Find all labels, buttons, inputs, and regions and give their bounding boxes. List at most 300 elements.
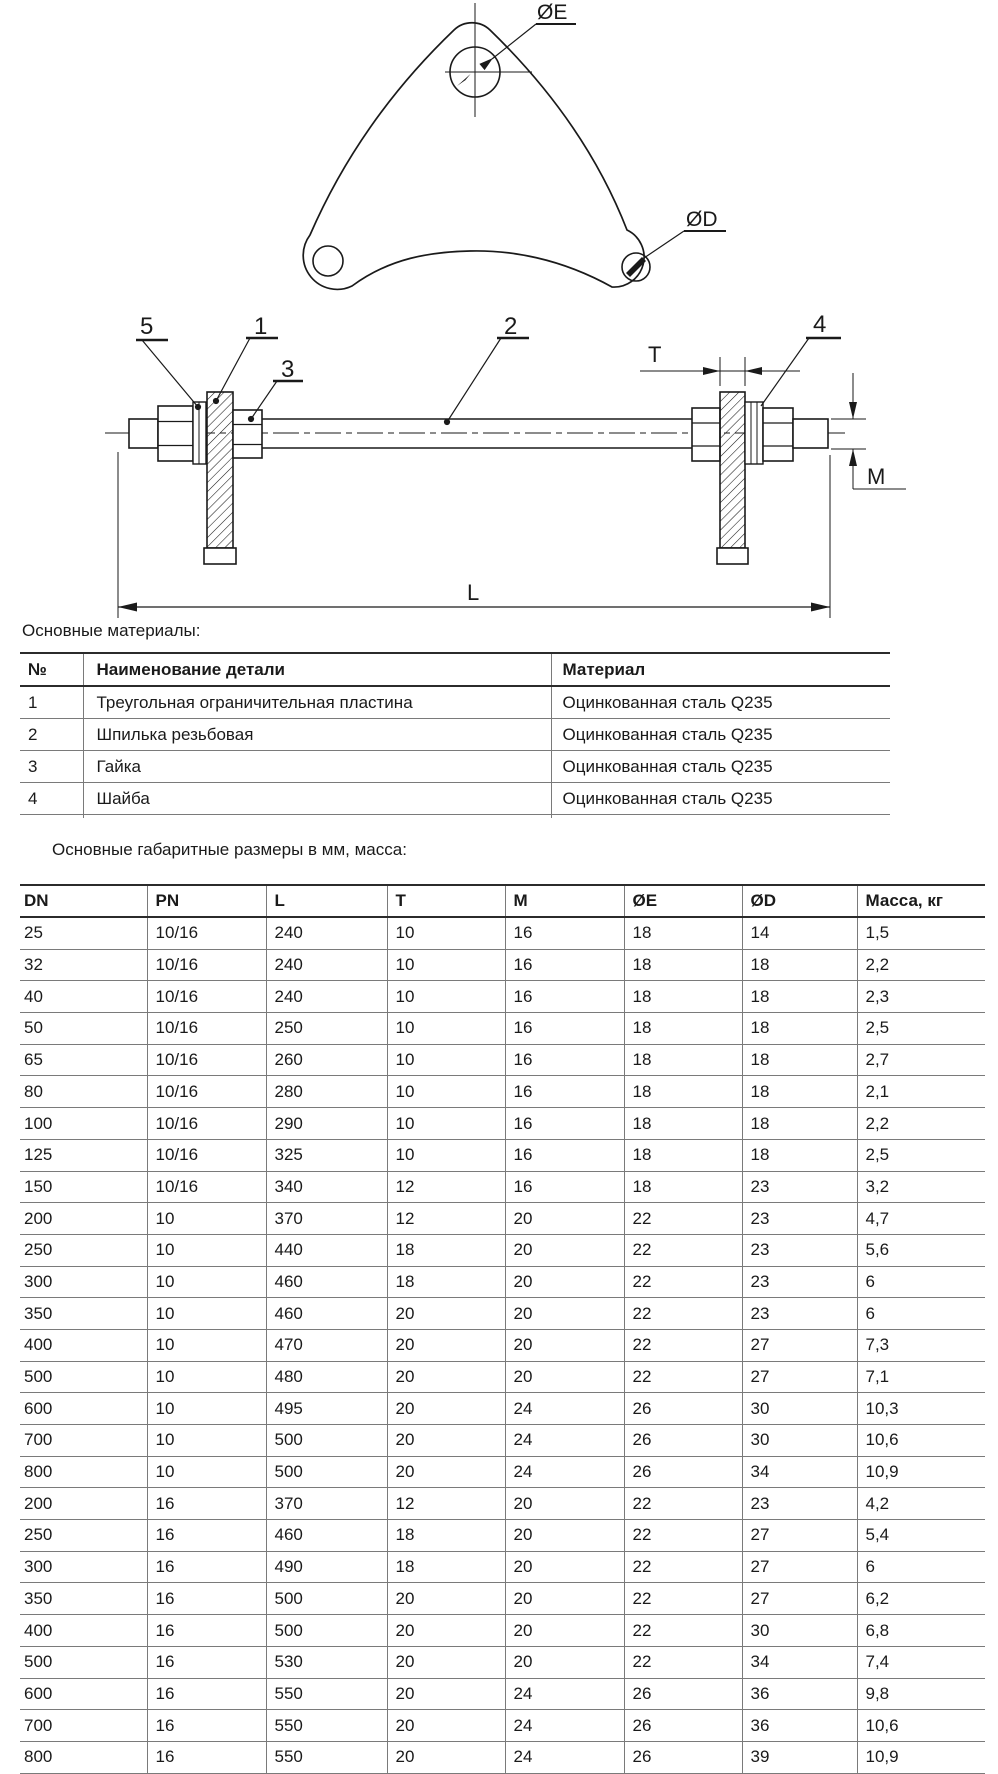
table-row bbox=[20, 1520, 985, 1552]
table-cell: 18 bbox=[624, 1044, 742, 1076]
table-cell: 6 bbox=[857, 1266, 985, 1298]
table-cell: 16 bbox=[147, 1583, 266, 1615]
table-cell: 22 bbox=[624, 1646, 742, 1678]
table-cell: 22 bbox=[624, 1520, 742, 1552]
table-cell: 20 bbox=[505, 1520, 624, 1552]
table-cell: 10 bbox=[387, 1139, 505, 1171]
callout-3-dot bbox=[248, 416, 254, 422]
table-cell: 23 bbox=[742, 1488, 857, 1520]
left-outer-nut bbox=[158, 406, 193, 461]
table-cell: 20 bbox=[505, 1488, 624, 1520]
right-plate-end-cap bbox=[717, 548, 748, 564]
table-cell: 16 bbox=[505, 949, 624, 981]
table-cell: 16 bbox=[147, 1520, 266, 1552]
hole-e-label: ØE bbox=[537, 1, 568, 24]
dimensions-table-stub-4 bbox=[505, 1716, 506, 1730]
table-cell: 200 bbox=[20, 1203, 147, 1235]
table-cell: 16 bbox=[147, 1678, 266, 1710]
table-cell: 22 bbox=[624, 1329, 742, 1361]
table-row bbox=[20, 1234, 985, 1266]
table-cell: 18 bbox=[742, 1044, 857, 1076]
l-label: L bbox=[467, 580, 480, 605]
table-cell: 16 bbox=[147, 1488, 266, 1520]
dimension-t bbox=[640, 342, 800, 386]
column-header: DN bbox=[20, 885, 147, 917]
table-cell: Оцинкованная сталь Q235 bbox=[551, 719, 890, 751]
table-cell: 200 bbox=[20, 1488, 147, 1520]
table-cell: 16 bbox=[147, 1710, 266, 1742]
table-row bbox=[20, 1488, 985, 1520]
table-cell: 18 bbox=[624, 1171, 742, 1203]
table-cell: 18 bbox=[387, 1551, 505, 1583]
table-cell: 16 bbox=[147, 1646, 266, 1678]
table-cell: 400 bbox=[20, 1615, 147, 1647]
table-cell: 5,4 bbox=[857, 1520, 985, 1552]
table-cell: 2,3 bbox=[857, 981, 985, 1013]
table-cell: 4 bbox=[20, 783, 83, 815]
materials-table bbox=[20, 652, 890, 815]
table-cell: 300 bbox=[20, 1266, 147, 1298]
table-cell: 18 bbox=[742, 981, 857, 1013]
table-cell: 250 bbox=[266, 1013, 387, 1045]
table-cell: 10/16 bbox=[147, 1108, 266, 1140]
table-cell: 460 bbox=[266, 1298, 387, 1330]
side-view-assembly bbox=[105, 392, 848, 564]
table-cell: 6,2 bbox=[857, 1583, 985, 1615]
table-cell: 12 bbox=[387, 1203, 505, 1235]
table-cell: 30 bbox=[742, 1425, 857, 1457]
hole-d-leader bbox=[644, 231, 684, 258]
table-cell: 6 bbox=[857, 1551, 985, 1583]
table-cell: 10/16 bbox=[147, 1139, 266, 1171]
table-cell: 26 bbox=[624, 1710, 742, 1742]
table-cell: 2,7 bbox=[857, 1044, 985, 1076]
column-header: № bbox=[20, 653, 83, 686]
table-cell: 18 bbox=[387, 1266, 505, 1298]
table-cell: 23 bbox=[742, 1234, 857, 1266]
dimensions-table-stub-5 bbox=[624, 1716, 625, 1730]
table-cell: 24 bbox=[505, 1456, 624, 1488]
top-view-plate bbox=[303, 1, 726, 289]
hole-d-label: ØD bbox=[686, 208, 718, 231]
table-cell: 10 bbox=[387, 1013, 505, 1045]
table-cell: 10/16 bbox=[147, 949, 266, 981]
table-cell: 18 bbox=[742, 1108, 857, 1140]
table-cell: 20 bbox=[505, 1361, 624, 1393]
table-cell: 500 bbox=[20, 1646, 147, 1678]
hole-e-arrow-sw bbox=[457, 74, 471, 86]
table-cell: 10 bbox=[147, 1266, 266, 1298]
table-cell: 18 bbox=[624, 981, 742, 1013]
callout-2-dot bbox=[444, 419, 450, 425]
t-arrow-right bbox=[745, 367, 762, 375]
table-cell: 6,8 bbox=[857, 1615, 985, 1647]
table-cell: 22 bbox=[624, 1361, 742, 1393]
l-arrow-left bbox=[118, 603, 137, 612]
callout-3-label: 3 bbox=[281, 356, 295, 383]
table-cell: 14 bbox=[742, 917, 857, 949]
table-cell: 16 bbox=[505, 1013, 624, 1045]
table-row bbox=[20, 1171, 985, 1203]
dimensions-table-stub-7 bbox=[857, 1716, 858, 1730]
table-cell: 530 bbox=[266, 1646, 387, 1678]
callout-4-leader bbox=[761, 338, 809, 406]
table-cell: 12 bbox=[387, 1488, 505, 1520]
column-header: Материал bbox=[551, 653, 890, 686]
table-cell: 40 bbox=[20, 981, 147, 1013]
table-cell: 27 bbox=[742, 1361, 857, 1393]
table-cell: 24 bbox=[505, 1393, 624, 1425]
table-cell: 3 bbox=[20, 751, 83, 783]
table-cell: 16 bbox=[505, 1171, 624, 1203]
dimensions-table bbox=[20, 884, 985, 1774]
left-inner-nut bbox=[233, 410, 262, 458]
table-cell: 22 bbox=[624, 1266, 742, 1298]
table-row bbox=[20, 1583, 985, 1615]
table-cell: 10/16 bbox=[147, 1171, 266, 1203]
table-cell: 16 bbox=[505, 917, 624, 949]
table-cell: 22 bbox=[624, 1615, 742, 1647]
table-cell: 10 bbox=[147, 1234, 266, 1266]
table-cell: 10 bbox=[147, 1456, 266, 1488]
table-row bbox=[20, 1203, 985, 1235]
table-cell: 550 bbox=[266, 1741, 387, 1773]
table-cell: 2 bbox=[20, 719, 83, 751]
table-cell: 18 bbox=[624, 917, 742, 949]
technical-drawing bbox=[0, 0, 998, 620]
table-cell: 500 bbox=[266, 1425, 387, 1457]
table-cell: 18 bbox=[742, 1013, 857, 1045]
right-washer bbox=[745, 402, 763, 464]
callout-1-dot bbox=[213, 398, 219, 404]
table-cell: 10 bbox=[147, 1329, 266, 1361]
table-row bbox=[20, 1646, 985, 1678]
table-cell: 340 bbox=[266, 1171, 387, 1203]
dimensions-table-stub-3 bbox=[387, 1716, 388, 1730]
table-cell: 6 bbox=[857, 1298, 985, 1330]
table-row bbox=[20, 783, 890, 815]
table-cell: 22 bbox=[624, 1583, 742, 1615]
table-cell: 18 bbox=[624, 1013, 742, 1045]
table-cell: 10/16 bbox=[147, 917, 266, 949]
table-cell: 125 bbox=[20, 1139, 147, 1171]
materials-header-row bbox=[20, 653, 890, 686]
table-cell: Шпилька резьбовая bbox=[83, 719, 551, 751]
table-cell: Треугольная ограничительная пластина bbox=[83, 686, 551, 719]
table-cell: 18 bbox=[624, 1108, 742, 1140]
table-cell: 23 bbox=[742, 1203, 857, 1235]
callout-2-label: 2 bbox=[504, 313, 518, 340]
materials-heading: Основные материалы: bbox=[22, 621, 201, 640]
table-cell: 24 bbox=[505, 1425, 624, 1457]
table-cell: Оцинкованная сталь Q235 bbox=[551, 686, 890, 719]
table-cell: 24 bbox=[505, 1678, 624, 1710]
table-row bbox=[20, 1329, 985, 1361]
table-cell: 400 bbox=[20, 1329, 147, 1361]
table-cell: 100 bbox=[20, 1108, 147, 1140]
dimensions-table-stub-2 bbox=[266, 1716, 267, 1730]
table-cell: 280 bbox=[266, 1076, 387, 1108]
column-header: ØD bbox=[742, 885, 857, 917]
table-cell: 24 bbox=[505, 1741, 624, 1773]
table-cell: 10,6 bbox=[857, 1710, 985, 1742]
table-cell: 20 bbox=[387, 1456, 505, 1488]
table-cell: 24 bbox=[505, 1710, 624, 1742]
table-cell: 18 bbox=[387, 1234, 505, 1266]
table-cell: 10/16 bbox=[147, 1013, 266, 1045]
table-cell: 150 bbox=[20, 1171, 147, 1203]
table-cell: 3,2 bbox=[857, 1171, 985, 1203]
table-row bbox=[20, 1266, 985, 1298]
table-cell: 12 bbox=[387, 1171, 505, 1203]
table-cell: 23 bbox=[742, 1266, 857, 1298]
table-cell: 16 bbox=[505, 1139, 624, 1171]
table-cell: 26 bbox=[624, 1741, 742, 1773]
callout-5-dot bbox=[195, 404, 201, 410]
table-cell: 34 bbox=[742, 1646, 857, 1678]
table-row bbox=[20, 1076, 985, 1108]
right-outer-nut bbox=[763, 408, 793, 461]
table-cell: 460 bbox=[266, 1520, 387, 1552]
table-cell: 10,9 bbox=[857, 1456, 985, 1488]
table-cell: 18 bbox=[742, 1076, 857, 1108]
table-cell: 18 bbox=[742, 1139, 857, 1171]
table-row bbox=[20, 1298, 985, 1330]
m-label: M bbox=[867, 464, 886, 489]
table-cell: 2,5 bbox=[857, 1139, 985, 1171]
table-cell: 500 bbox=[266, 1456, 387, 1488]
table-cell: 2,5 bbox=[857, 1013, 985, 1045]
table-cell: 22 bbox=[624, 1234, 742, 1266]
right-inner-nut bbox=[692, 408, 720, 461]
table-cell: 30 bbox=[742, 1393, 857, 1425]
table-cell: 240 bbox=[266, 949, 387, 981]
table-cell: 27 bbox=[742, 1520, 857, 1552]
table-cell: 36 bbox=[742, 1710, 857, 1742]
table-cell: 18 bbox=[624, 1076, 742, 1108]
table-cell: 9,8 bbox=[857, 1678, 985, 1710]
table-row bbox=[20, 1456, 985, 1488]
table-cell: 18 bbox=[624, 1139, 742, 1171]
callout-2-leader bbox=[447, 338, 501, 422]
table-cell: 20 bbox=[387, 1329, 505, 1361]
table-cell: 350 bbox=[20, 1583, 147, 1615]
table-cell: 10 bbox=[147, 1361, 266, 1393]
table-cell: 290 bbox=[266, 1108, 387, 1140]
table-cell: Шайба bbox=[83, 783, 551, 815]
table-cell: 10,9 bbox=[857, 1741, 985, 1773]
callout-5-leader bbox=[142, 340, 198, 407]
table-cell: 600 bbox=[20, 1393, 147, 1425]
materials-table-stub-1 bbox=[83, 802, 84, 818]
table-row bbox=[20, 1044, 985, 1076]
table-cell: 26 bbox=[624, 1678, 742, 1710]
table-cell: Оцинкованная сталь Q235 bbox=[551, 751, 890, 783]
table-row bbox=[20, 1013, 985, 1045]
table-cell: 10 bbox=[147, 1298, 266, 1330]
rod-right-stub bbox=[793, 419, 828, 448]
table-cell: 500 bbox=[266, 1615, 387, 1647]
table-cell: 550 bbox=[266, 1710, 387, 1742]
table-cell: 10 bbox=[387, 1108, 505, 1140]
table-cell: 20 bbox=[387, 1710, 505, 1742]
table-cell: 16 bbox=[505, 1076, 624, 1108]
m-arrow-down bbox=[849, 402, 857, 419]
table-row bbox=[20, 1139, 985, 1171]
table-cell: 2,2 bbox=[857, 949, 985, 981]
table-cell: 700 bbox=[20, 1425, 147, 1457]
table-cell: 500 bbox=[266, 1583, 387, 1615]
table-cell: 22 bbox=[624, 1488, 742, 1520]
table-cell: 10/16 bbox=[147, 981, 266, 1013]
table-cell: 20 bbox=[387, 1393, 505, 1425]
table-cell: 470 bbox=[266, 1329, 387, 1361]
table-cell: 22 bbox=[624, 1203, 742, 1235]
table-cell: 240 bbox=[266, 917, 387, 949]
column-header: M bbox=[505, 885, 624, 917]
table-cell: 490 bbox=[266, 1551, 387, 1583]
table-cell: 325 bbox=[266, 1139, 387, 1171]
table-cell: 4,2 bbox=[857, 1488, 985, 1520]
table-cell: 20 bbox=[387, 1678, 505, 1710]
table-cell: 34 bbox=[742, 1456, 857, 1488]
table-cell: 20 bbox=[505, 1266, 624, 1298]
table-cell: 20 bbox=[387, 1741, 505, 1773]
callout-4-label: 4 bbox=[813, 311, 827, 338]
dimensions-heading: Основные габаритные размеры в мм, масса: bbox=[52, 840, 407, 859]
table-cell: 26 bbox=[624, 1456, 742, 1488]
table-cell: Оцинкованная сталь Q235 bbox=[551, 783, 890, 815]
table-cell: 10 bbox=[387, 917, 505, 949]
table-cell: 16 bbox=[505, 1108, 624, 1140]
dimensions-table-stub-6 bbox=[742, 1716, 743, 1730]
table-cell: 10,6 bbox=[857, 1425, 985, 1457]
table-cell: 20 bbox=[505, 1646, 624, 1678]
table-cell: 16 bbox=[147, 1615, 266, 1647]
table-row bbox=[20, 1361, 985, 1393]
table-cell: 20 bbox=[387, 1425, 505, 1457]
table-cell: 10/16 bbox=[147, 1076, 266, 1108]
left-plate-end-cap bbox=[204, 548, 236, 564]
table-cell: 2,1 bbox=[857, 1076, 985, 1108]
table-cell: 370 bbox=[266, 1488, 387, 1520]
table-cell: 1 bbox=[20, 686, 83, 719]
table-row bbox=[20, 1741, 985, 1773]
table-cell: 32 bbox=[20, 949, 147, 981]
table-cell: 20 bbox=[505, 1203, 624, 1235]
table-cell: 7,1 bbox=[857, 1361, 985, 1393]
table-cell: 39 bbox=[742, 1741, 857, 1773]
hole-e-arrow-ne bbox=[479, 58, 493, 70]
table-cell: 18 bbox=[624, 949, 742, 981]
table-cell: 10 bbox=[387, 949, 505, 981]
column-header: PN bbox=[147, 885, 266, 917]
table-cell: 26 bbox=[624, 1393, 742, 1425]
table-cell: 440 bbox=[266, 1234, 387, 1266]
table-cell: 300 bbox=[20, 1551, 147, 1583]
table-cell: 22 bbox=[624, 1298, 742, 1330]
table-cell: 260 bbox=[266, 1044, 387, 1076]
table-cell: 20 bbox=[387, 1298, 505, 1330]
table-cell: 2,2 bbox=[857, 1108, 985, 1140]
table-cell: 20 bbox=[387, 1615, 505, 1647]
table-cell: 16 bbox=[505, 981, 624, 1013]
table-cell: 20 bbox=[387, 1646, 505, 1678]
t-label: T bbox=[648, 342, 662, 367]
materials-table-stub-2 bbox=[551, 802, 552, 818]
column-header: L bbox=[266, 885, 387, 917]
table-cell: 16 bbox=[147, 1741, 266, 1773]
table-cell: 10/16 bbox=[147, 1044, 266, 1076]
table-cell: 18 bbox=[387, 1520, 505, 1552]
left-plate-hatched bbox=[207, 392, 233, 548]
table-cell: 10 bbox=[387, 981, 505, 1013]
table-cell: 23 bbox=[742, 1171, 857, 1203]
table-cell: 20 bbox=[387, 1583, 505, 1615]
table-cell: 36 bbox=[742, 1678, 857, 1710]
column-header: Наименование детали bbox=[83, 653, 551, 686]
table-cell: 22 bbox=[624, 1551, 742, 1583]
table-cell: 23 bbox=[742, 1298, 857, 1330]
table-cell: 10 bbox=[147, 1203, 266, 1235]
callout-1-label: 1 bbox=[254, 313, 268, 340]
dimensions-header-row bbox=[20, 885, 985, 917]
table-cell: 350 bbox=[20, 1298, 147, 1330]
table-cell: 18 bbox=[742, 949, 857, 981]
table-row bbox=[20, 1678, 985, 1710]
table-cell: 10 bbox=[147, 1393, 266, 1425]
table-cell: 20 bbox=[505, 1234, 624, 1266]
table-cell: 800 bbox=[20, 1741, 147, 1773]
table-cell: 27 bbox=[742, 1551, 857, 1583]
table-cell: 550 bbox=[266, 1678, 387, 1710]
table-cell: 10 bbox=[387, 1044, 505, 1076]
table-cell: 1,5 bbox=[857, 917, 985, 949]
table-cell: 600 bbox=[20, 1678, 147, 1710]
table-cell: 10 bbox=[387, 1076, 505, 1108]
table-cell: 5,6 bbox=[857, 1234, 985, 1266]
table-row bbox=[20, 751, 890, 783]
column-header: ØE bbox=[624, 885, 742, 917]
table-cell: 27 bbox=[742, 1329, 857, 1361]
table-row bbox=[20, 1425, 985, 1457]
table-cell: 7,3 bbox=[857, 1329, 985, 1361]
table-cell: 240 bbox=[266, 981, 387, 1013]
table-cell: 16 bbox=[505, 1044, 624, 1076]
table-cell: 20 bbox=[505, 1329, 624, 1361]
column-header: T bbox=[387, 885, 505, 917]
table-row bbox=[20, 719, 890, 751]
plate-outline bbox=[303, 23, 644, 290]
callout-3-leader bbox=[251, 381, 277, 419]
table-cell: 495 bbox=[266, 1393, 387, 1425]
table-cell: 700 bbox=[20, 1710, 147, 1742]
table-cell: 20 bbox=[505, 1615, 624, 1647]
table-cell: 7,4 bbox=[857, 1646, 985, 1678]
table-cell: 480 bbox=[266, 1361, 387, 1393]
table-cell: Гайка bbox=[83, 751, 551, 783]
table-cell: 460 bbox=[266, 1266, 387, 1298]
callout-5-label: 5 bbox=[140, 313, 154, 340]
table-cell: 20 bbox=[505, 1298, 624, 1330]
table-cell: 800 bbox=[20, 1456, 147, 1488]
m-arrow-up bbox=[849, 449, 857, 466]
t-arrow-left bbox=[703, 367, 720, 375]
table-row bbox=[20, 981, 985, 1013]
table-cell: 20 bbox=[387, 1361, 505, 1393]
hole-left-circle bbox=[313, 246, 343, 276]
right-plate-hatched bbox=[720, 392, 745, 548]
